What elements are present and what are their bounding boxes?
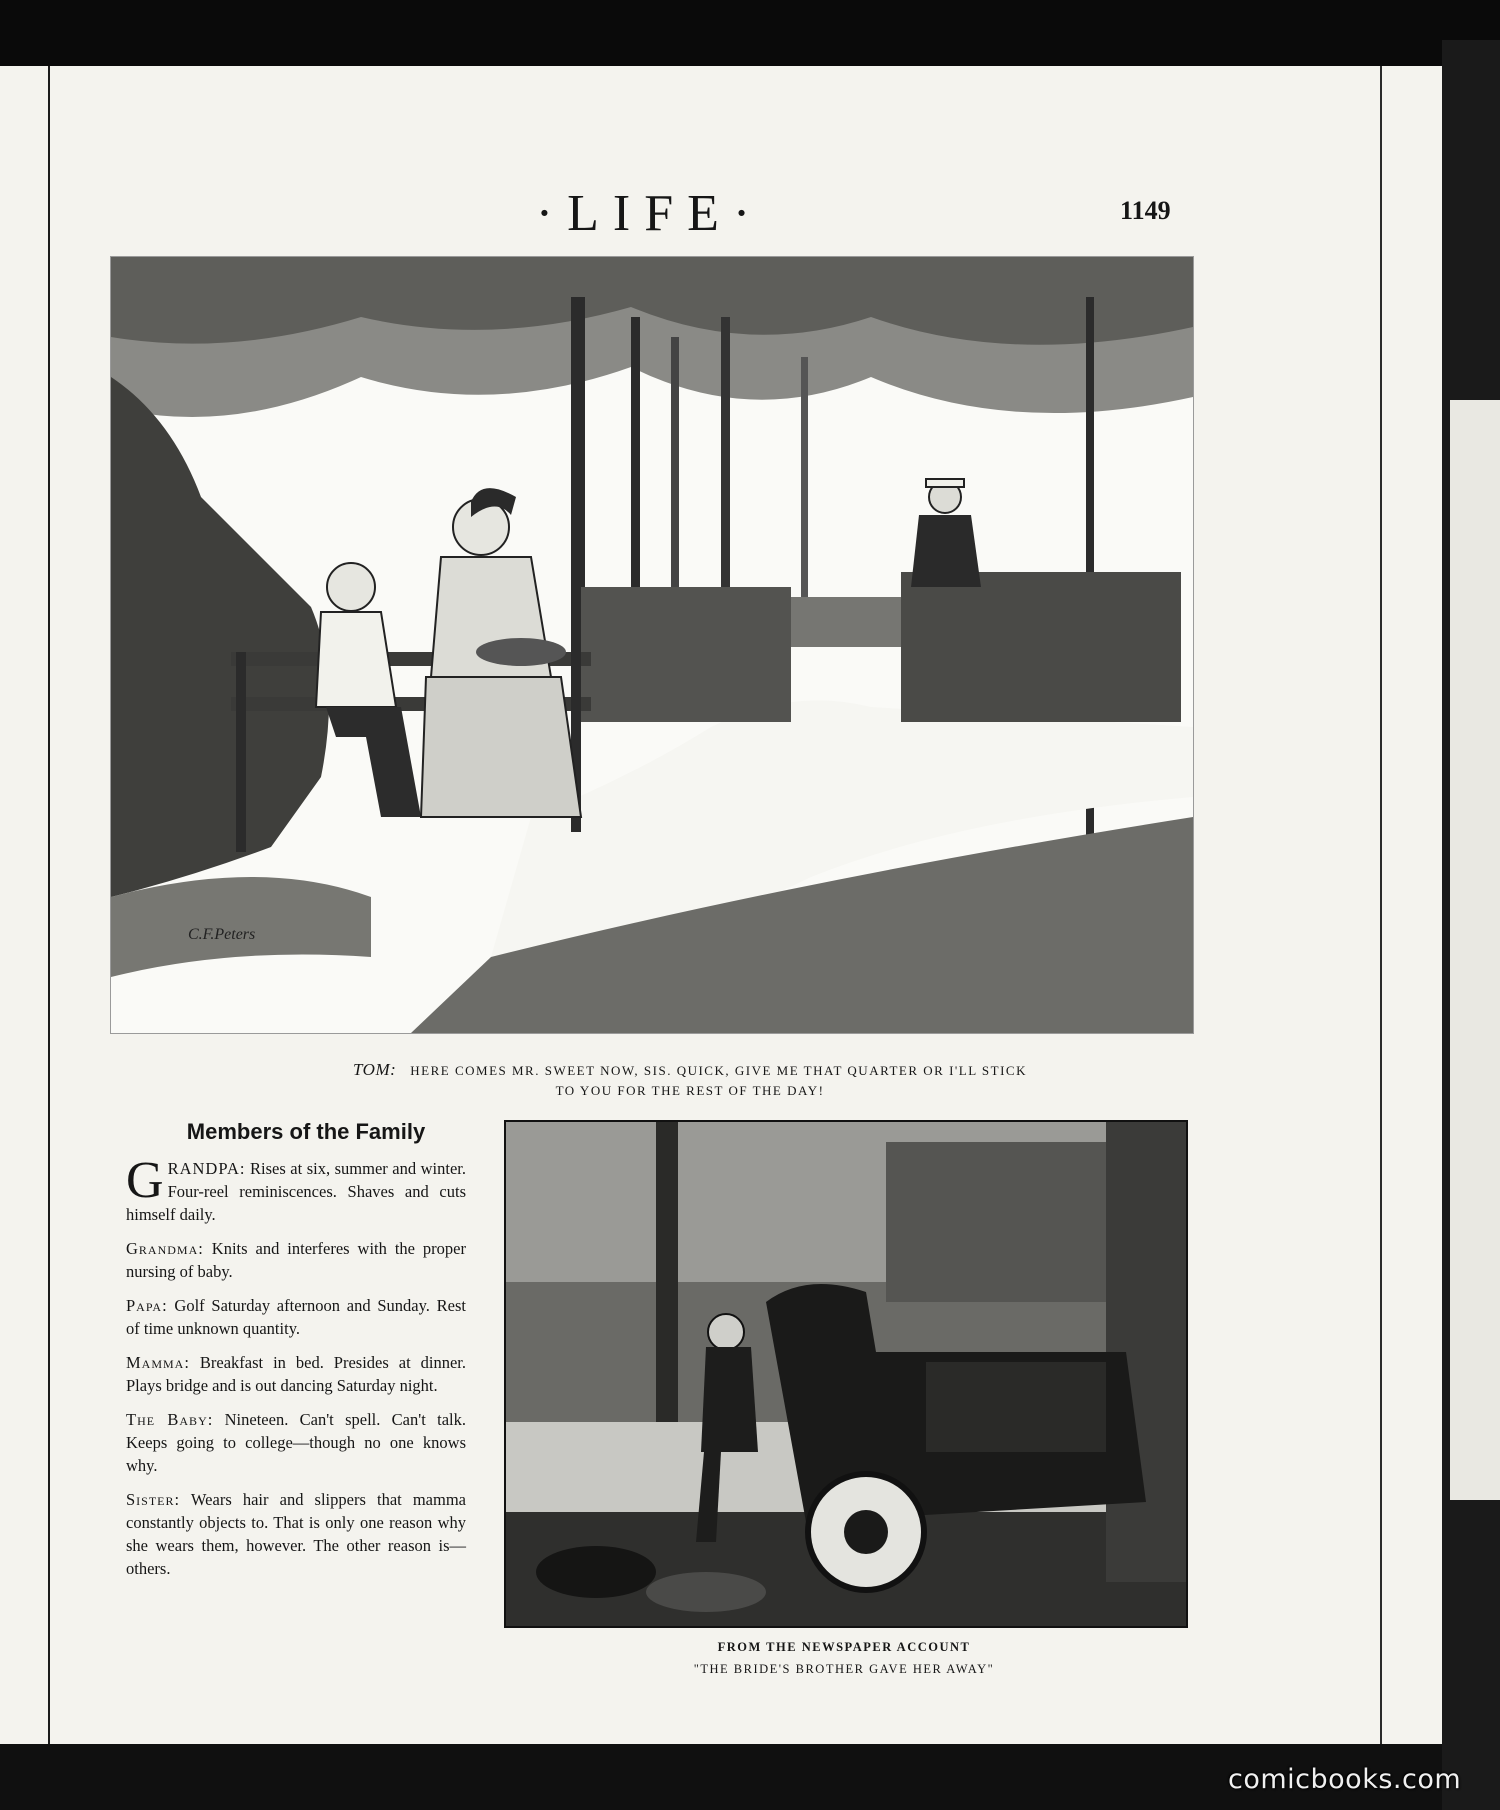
top-cartoon-caption	[260, 1060, 1120, 1101]
entry-mamma	[126, 1351, 466, 1397]
caption-line-2: "THE BRIDE'S BROTHER GAVE HER AWAY"	[693, 1662, 995, 1676]
entry-text: Wears hair and slippers that mamma constantly objects to. That is only one reason why she wears them, however. The other reason is—others.	[126, 1490, 466, 1578]
caption-line-1: FROM THE NEWSPAPER ACCOUNT	[717, 1640, 971, 1654]
entry-text: Breakfast in bed. Presides at dinner. Plays bridge and is out dancing Saturday night.	[126, 1353, 466, 1395]
park-scene-drawing	[111, 257, 1193, 1033]
entry-name: Grandma:	[126, 1239, 204, 1258]
masthead-title: ·LIFE·	[535, 185, 765, 242]
watermark-text: comicbooks.com	[1228, 1764, 1462, 1795]
scan-border-top	[0, 0, 1500, 66]
entry-text: Knits and interferes with the proper nursing of baby.	[126, 1239, 466, 1281]
gutter-line	[48, 66, 50, 1744]
page-number: 1149	[1120, 196, 1171, 225]
caption-line-1: HERE COMES MR. SWEET NOW, SIS. QUICK, GIVE ME THAT QUARTER OR I'LL STICK	[410, 1063, 1027, 1078]
wedding-car-illustration	[504, 1120, 1188, 1628]
artist-signature: C.F.Peters	[188, 926, 256, 943]
entry-name: Papa:	[126, 1296, 168, 1315]
entry-text: Nineteen. Can't spell. Can't talk. Keeps going to college—though no one knows why.	[126, 1410, 466, 1475]
caption-speaker: TOM:	[353, 1060, 397, 1079]
car-scene-drawing	[506, 1122, 1186, 1626]
entry-the-baby	[126, 1408, 466, 1477]
entry-grandma	[126, 1237, 466, 1283]
entry-name: The Baby:	[126, 1410, 214, 1429]
entry-text: Golf Saturday afternoon and Sunday. Rest of time unknown quantity.	[126, 1296, 466, 1338]
entry-name: RANDPA:	[167, 1159, 246, 1178]
entry-name: Sister:	[126, 1490, 181, 1509]
caption-line-2: TO YOU FOR THE REST OF THE DAY!	[555, 1083, 825, 1098]
bottom-illustration-caption	[504, 1636, 1184, 1680]
page-edge-rule	[1380, 66, 1382, 1744]
article-title: Members of the Family	[186, 1119, 426, 1144]
park-bench-illustration	[110, 256, 1194, 1034]
drop-cap: G	[126, 1152, 164, 1209]
entry-sister	[126, 1488, 466, 1580]
magazine-page	[0, 66, 1442, 1744]
entry-papa	[126, 1294, 466, 1340]
entry-grandpa	[126, 1152, 466, 1226]
adjacent-page-edge	[1450, 400, 1500, 1500]
members-of-the-family-article	[126, 1120, 466, 1591]
entry-name: Mamma:	[126, 1353, 190, 1372]
entry-text: Rises at six, summer and winter. Four-reel reminiscences. Shaves and cuts himself daily.	[126, 1159, 466, 1224]
